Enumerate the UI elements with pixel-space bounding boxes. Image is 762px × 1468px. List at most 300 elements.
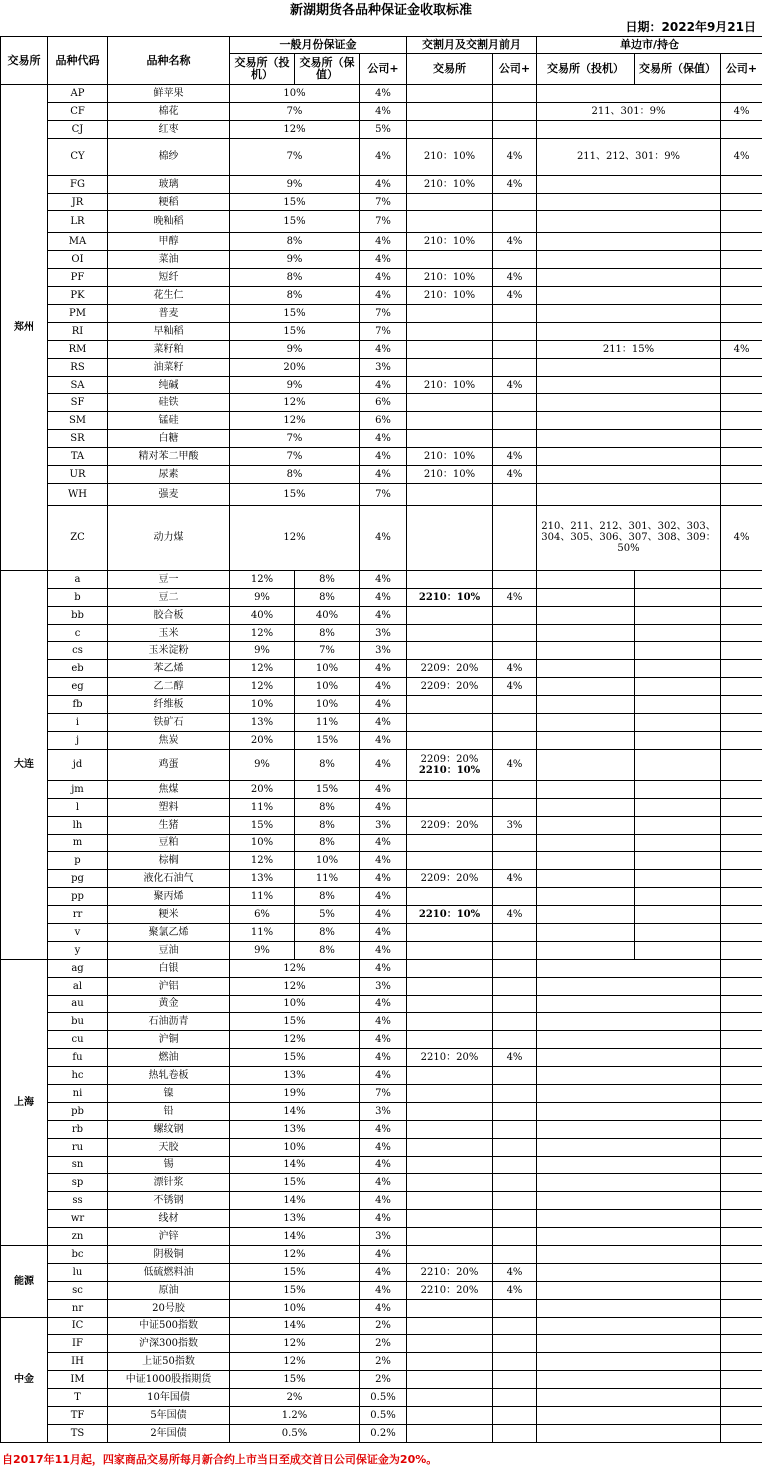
unilateral-company <box>721 941 762 959</box>
table-row <box>1 340 762 358</box>
delivery-margin <box>407 1156 493 1174</box>
product-code: ZC <box>48 505 108 570</box>
margin-exchange: 13% <box>230 1210 360 1228</box>
delivery-company <box>493 1192 537 1210</box>
table-row <box>1 588 762 606</box>
delivery-company <box>493 1156 537 1174</box>
product-code: AP <box>48 85 108 103</box>
product-code: TS <box>48 1424 108 1442</box>
delivery-company <box>493 1174 537 1192</box>
product-name: 红枣 <box>108 120 230 138</box>
product-name: 硅铁 <box>108 394 230 412</box>
table-row <box>1 1228 762 1246</box>
table-row <box>1 870 762 888</box>
unilateral-company <box>721 870 762 888</box>
unilateral-margin <box>537 211 721 233</box>
product-name: 10年国债 <box>108 1389 230 1407</box>
margin-company: 4% <box>360 941 407 959</box>
exchange-name-zz: 郑州 <box>1 85 48 571</box>
margin-exchange: 14% <box>230 1317 360 1335</box>
margin-company: 4% <box>360 696 407 714</box>
table-row <box>1 483 762 505</box>
product-code: nr <box>48 1299 108 1317</box>
delivery-margin <box>407 358 493 376</box>
margin-company: 3% <box>360 1228 407 1246</box>
unilateral-margin <box>537 394 721 412</box>
margin-exchange: 15% <box>230 483 360 505</box>
margin-exchange: 12% <box>230 412 360 430</box>
product-name: 中证500指数 <box>108 1317 230 1335</box>
delivery-margin <box>407 570 493 588</box>
margin-company: 4% <box>360 959 407 977</box>
margin-company: 4% <box>360 870 407 888</box>
unilateral-margin <box>537 1353 721 1371</box>
delivery-company: 4% <box>493 1263 537 1281</box>
delivery-margin <box>407 1084 493 1102</box>
delivery-company <box>493 85 537 103</box>
delivery-margin: 2210：20% <box>407 1263 493 1281</box>
delivery-company <box>493 714 537 732</box>
unilateral-company <box>721 678 762 696</box>
product-name: 晚籼稻 <box>108 211 230 233</box>
product-code: SM <box>48 412 108 430</box>
delivery-margin <box>407 941 493 959</box>
table-row <box>1 305 762 323</box>
product-name: 沪铝 <box>108 977 230 995</box>
unilateral-spec <box>537 798 635 816</box>
unilateral-spec <box>537 696 635 714</box>
margin-exchange: 1.2% <box>230 1407 360 1425</box>
product-code: p <box>48 852 108 870</box>
margin-hedge: 10% <box>295 696 360 714</box>
unilateral-margin <box>537 977 721 995</box>
unilateral-company <box>721 211 762 233</box>
unilateral-margin <box>537 1174 721 1192</box>
margin-company: 4% <box>360 714 407 732</box>
delivery-company <box>493 977 537 995</box>
margin-hedge: 10% <box>295 678 360 696</box>
margin-exchange: 10% <box>230 1138 360 1156</box>
product-name: 尿素 <box>108 466 230 484</box>
table-row <box>1 394 762 412</box>
table-row <box>1 1174 762 1192</box>
table-row <box>1 941 762 959</box>
unilateral-company: 4% <box>721 505 762 570</box>
delivery-margin <box>407 1013 493 1031</box>
margin-exchange: 12% <box>230 977 360 995</box>
delivery-margin-line: 2210：10% <box>418 764 481 776</box>
margin-exchange: 7% <box>230 102 360 120</box>
product-code: IH <box>48 1353 108 1371</box>
delivery-margin <box>407 1031 493 1049</box>
delivery-company: 4% <box>493 175 537 193</box>
product-code: c <box>48 624 108 642</box>
product-name: 锰硅 <box>108 412 230 430</box>
margin-exchange: 15% <box>230 1174 360 1192</box>
delivery-margin: 210：10% <box>407 287 493 305</box>
delivery-margin: 2209：20% <box>407 678 493 696</box>
product-code: SF <box>48 394 108 412</box>
unilateral-hedge <box>635 660 721 678</box>
delivery-company <box>493 394 537 412</box>
unilateral-company <box>721 1067 762 1085</box>
margin-exchange: 20% <box>230 358 360 376</box>
product-code: MA <box>48 233 108 251</box>
table-row <box>1 322 762 340</box>
delivery-margin: 2209：20% <box>407 816 493 834</box>
product-code: UR <box>48 466 108 484</box>
unilateral-spec <box>537 570 635 588</box>
delivery-company <box>493 696 537 714</box>
margin-exchange: 15% <box>230 1263 360 1281</box>
unilateral-company: 4% <box>721 340 762 358</box>
unilateral-spec <box>537 731 635 749</box>
product-code: eb <box>48 660 108 678</box>
unilateral-margin <box>537 1031 721 1049</box>
delivery-company <box>493 483 537 505</box>
unilateral-company <box>721 888 762 906</box>
unilateral-margin <box>537 193 721 211</box>
unilateral-margin <box>537 1335 721 1353</box>
margin-spec: 13% <box>230 714 295 732</box>
product-name: 聚氯乙烯 <box>108 923 230 941</box>
delivery-company <box>493 624 537 642</box>
delivery-margin <box>407 1174 493 1192</box>
product-code: SR <box>48 430 108 448</box>
delivery-margin <box>407 714 493 732</box>
delivery-company <box>493 211 537 233</box>
margin-company: 4% <box>360 102 407 120</box>
product-code: zn <box>48 1228 108 1246</box>
table-row <box>1 1138 762 1156</box>
unilateral-spec <box>537 852 635 870</box>
unilateral-margin <box>537 305 721 323</box>
margin-company: 2% <box>360 1371 407 1389</box>
margin-exchange: 8% <box>230 269 360 287</box>
margin-hedge: 15% <box>295 780 360 798</box>
margin-hedge: 8% <box>295 749 360 780</box>
unilateral-hedge <box>635 696 721 714</box>
delivery-margin <box>407 1407 493 1425</box>
unilateral-hedge <box>635 816 721 834</box>
delivery-margin <box>407 995 493 1013</box>
delivery-company <box>493 1245 537 1263</box>
header-unilateral-company: 公司+ <box>721 54 762 85</box>
margin-company: 3% <box>360 624 407 642</box>
unilateral-company <box>721 780 762 798</box>
unilateral-spec <box>537 870 635 888</box>
table-row <box>1 1389 762 1407</box>
margin-spec: 6% <box>230 906 295 924</box>
unilateral-company <box>721 175 762 193</box>
unilateral-company <box>721 606 762 624</box>
margin-exchange: 14% <box>230 1192 360 1210</box>
margin-exchange: 15% <box>230 305 360 323</box>
product-name: 豆二 <box>108 588 230 606</box>
product-name: 漂针浆 <box>108 1174 230 1192</box>
delivery-margin <box>407 1067 493 1085</box>
report-date: 日期：2022年9月21日 <box>625 20 756 34</box>
delivery-margin <box>407 85 493 103</box>
unilateral-hedge <box>635 731 721 749</box>
table-row <box>1 1102 762 1120</box>
unilateral-spec <box>537 941 635 959</box>
margin-spec: 20% <box>230 731 295 749</box>
unilateral-margin: 210、211、212、301、302、303、304、305、306、307、308、309：50% <box>537 505 721 570</box>
delivery-company <box>493 1228 537 1246</box>
product-name: 油菜籽 <box>108 358 230 376</box>
delivery-company <box>493 731 537 749</box>
delivery-margin <box>407 1138 493 1156</box>
product-name: 阴极铜 <box>108 1245 230 1263</box>
margin-company: 4% <box>360 287 407 305</box>
margin-hedge: 10% <box>295 660 360 678</box>
margin-exchange: 12% <box>230 959 360 977</box>
unilateral-margin: 211：15% <box>537 340 721 358</box>
unilateral-margin <box>537 959 721 977</box>
product-name: 镍 <box>108 1084 230 1102</box>
margin-exchange: 9% <box>230 175 360 193</box>
product-code: ss <box>48 1192 108 1210</box>
product-name: 热轧卷板 <box>108 1067 230 1085</box>
product-name: 短纤 <box>108 269 230 287</box>
margin-exchange: 15% <box>230 1013 360 1031</box>
delivery-company <box>493 1335 537 1353</box>
delivery-company <box>493 642 537 660</box>
delivery-margin <box>407 120 493 138</box>
table-row <box>1 358 762 376</box>
delivery-margin <box>407 977 493 995</box>
table-row <box>1 852 762 870</box>
unilateral-hedge <box>635 749 721 780</box>
unilateral-margin <box>537 1299 721 1317</box>
unilateral-spec <box>537 834 635 852</box>
margin-spec: 10% <box>230 696 295 714</box>
margin-spec: 9% <box>230 642 295 660</box>
table-row <box>1 233 762 251</box>
unilateral-company <box>721 322 762 340</box>
product-name: 精对苯二甲酸 <box>108 448 230 466</box>
delivery-margin: 2210：10% <box>407 588 493 606</box>
product-code: LR <box>48 211 108 233</box>
product-code: RM <box>48 340 108 358</box>
product-code: PF <box>48 269 108 287</box>
table-row <box>1 1210 762 1228</box>
margin-company: 7% <box>360 305 407 323</box>
delivery-margin <box>407 852 493 870</box>
margin-exchange: 13% <box>230 1067 360 1085</box>
margin-company: 4% <box>360 606 407 624</box>
table-row <box>1 1013 762 1031</box>
margin-company: 7% <box>360 1084 407 1102</box>
delivery-company <box>493 251 537 269</box>
margin-exchange: 10% <box>230 85 360 103</box>
table-row <box>1 731 762 749</box>
product-name: 塑料 <box>108 798 230 816</box>
product-code: CF <box>48 102 108 120</box>
delivery-company <box>493 1138 537 1156</box>
product-name: 乙二醇 <box>108 678 230 696</box>
unilateral-company <box>721 570 762 588</box>
table-row <box>1 696 762 714</box>
product-code: PM <box>48 305 108 323</box>
table-row <box>1 995 762 1013</box>
product-name: 豆一 <box>108 570 230 588</box>
delivery-margin <box>407 1120 493 1138</box>
table-row <box>1 287 762 305</box>
product-code: sp <box>48 1174 108 1192</box>
delivery-company: 4% <box>493 376 537 394</box>
header-unilateral-hedge: 交易所（保值） <box>635 54 721 85</box>
margin-exchange: 19% <box>230 1084 360 1102</box>
delivery-margin <box>407 834 493 852</box>
margin-company: 4% <box>360 749 407 780</box>
delivery-margin: 210：10% <box>407 376 493 394</box>
product-name: 玉米淀粉 <box>108 642 230 660</box>
product-code: SA <box>48 376 108 394</box>
unilateral-margin <box>537 1084 721 1102</box>
product-name: 低硫燃料油 <box>108 1263 230 1281</box>
product-code: y <box>48 941 108 959</box>
product-name: 2年国债 <box>108 1424 230 1442</box>
delivery-margin <box>407 624 493 642</box>
product-code: CJ <box>48 120 108 138</box>
margin-hedge: 11% <box>295 870 360 888</box>
margin-hedge: 40% <box>295 606 360 624</box>
unilateral-company <box>721 1263 762 1281</box>
unilateral-company: 4% <box>721 138 762 175</box>
table-row <box>1 1084 762 1102</box>
product-code: ru <box>48 1138 108 1156</box>
margin-company: 4% <box>360 588 407 606</box>
delivery-margin <box>407 340 493 358</box>
unilateral-company <box>721 798 762 816</box>
product-code: ni <box>48 1084 108 1102</box>
margin-hedge: 8% <box>295 888 360 906</box>
unilateral-company <box>721 1389 762 1407</box>
table-row <box>1 193 762 211</box>
delivery-margin: 2209：20% <box>407 660 493 678</box>
product-code: rb <box>48 1120 108 1138</box>
product-code: RS <box>48 358 108 376</box>
margin-spec: 12% <box>230 624 295 642</box>
margin-company: 4% <box>360 906 407 924</box>
delivery-margin <box>407 251 493 269</box>
delivery-margin <box>407 1228 493 1246</box>
delivery-company <box>493 193 537 211</box>
delivery-company: 4% <box>493 749 537 780</box>
product-code: a <box>48 570 108 588</box>
table-row <box>1 1049 762 1067</box>
product-name: 液化石油气 <box>108 870 230 888</box>
delivery-margin: 210：10% <box>407 138 493 175</box>
delivery-margin: 2210：20% <box>407 1049 493 1067</box>
delivery-company <box>493 941 537 959</box>
margin-exchange: 8% <box>230 466 360 484</box>
product-code: FG <box>48 175 108 193</box>
delivery-company <box>493 1389 537 1407</box>
delivery-company <box>493 1299 537 1317</box>
table-row <box>1 1371 762 1389</box>
delivery-margin <box>407 888 493 906</box>
margin-exchange: 12% <box>230 394 360 412</box>
product-name: 生猪 <box>108 816 230 834</box>
product-name: 焦煤 <box>108 780 230 798</box>
exchange-name-sh: 上海 <box>1 959 48 1245</box>
delivery-company <box>493 570 537 588</box>
unilateral-margin <box>537 120 721 138</box>
unilateral-company <box>721 749 762 780</box>
product-code: T <box>48 1389 108 1407</box>
margin-company: 4% <box>360 1210 407 1228</box>
product-name: 玻璃 <box>108 175 230 193</box>
margin-spec: 12% <box>230 678 295 696</box>
margin-company: 4% <box>360 1192 407 1210</box>
product-name: 早籼稻 <box>108 322 230 340</box>
margin-hedge: 8% <box>295 624 360 642</box>
margin-company: 4% <box>360 376 407 394</box>
margin-company: 6% <box>360 394 407 412</box>
product-code: lu <box>48 1263 108 1281</box>
product-name: 棉纱 <box>108 138 230 175</box>
header-delivery: 交割月及交割月前月 <box>407 37 537 54</box>
unilateral-margin <box>537 1138 721 1156</box>
table-row <box>1 816 762 834</box>
product-code: wr <box>48 1210 108 1228</box>
unilateral-margin <box>537 233 721 251</box>
margin-company: 3% <box>360 358 407 376</box>
table-row <box>1 1424 762 1442</box>
margin-exchange: 14% <box>230 1156 360 1174</box>
unilateral-margin <box>537 175 721 193</box>
margin-company: 2% <box>360 1317 407 1335</box>
unilateral-hedge <box>635 923 721 941</box>
unilateral-hedge <box>635 606 721 624</box>
product-name: 菜油 <box>108 251 230 269</box>
table-row <box>1 251 762 269</box>
table-row <box>1 1031 762 1049</box>
unilateral-hedge <box>635 570 721 588</box>
product-code: lh <box>48 816 108 834</box>
delivery-company <box>493 1317 537 1335</box>
margin-table <box>0 36 762 1443</box>
delivery-company <box>493 322 537 340</box>
unilateral-company <box>721 193 762 211</box>
margin-spec: 9% <box>230 588 295 606</box>
margin-exchange: 15% <box>230 322 360 340</box>
product-code: PK <box>48 287 108 305</box>
unilateral-company <box>721 1174 762 1192</box>
unilateral-hedge <box>635 798 721 816</box>
unilateral-company <box>721 1424 762 1442</box>
margin-exchange: 2% <box>230 1389 360 1407</box>
unilateral-company <box>721 906 762 924</box>
margin-company: 4% <box>360 138 407 175</box>
table-row <box>1 642 762 660</box>
product-name: 锡 <box>108 1156 230 1174</box>
product-code: m <box>48 834 108 852</box>
product-name: 原油 <box>108 1281 230 1299</box>
margin-hedge: 8% <box>295 570 360 588</box>
delivery-margin <box>407 412 493 430</box>
header-delivery-ex: 交易所 <box>407 54 493 85</box>
delivery-company <box>493 606 537 624</box>
table-row <box>1 606 762 624</box>
product-code: RI <box>48 322 108 340</box>
delivery-company <box>493 1120 537 1138</box>
margin-company: 4% <box>360 731 407 749</box>
margin-spec: 9% <box>230 749 295 780</box>
